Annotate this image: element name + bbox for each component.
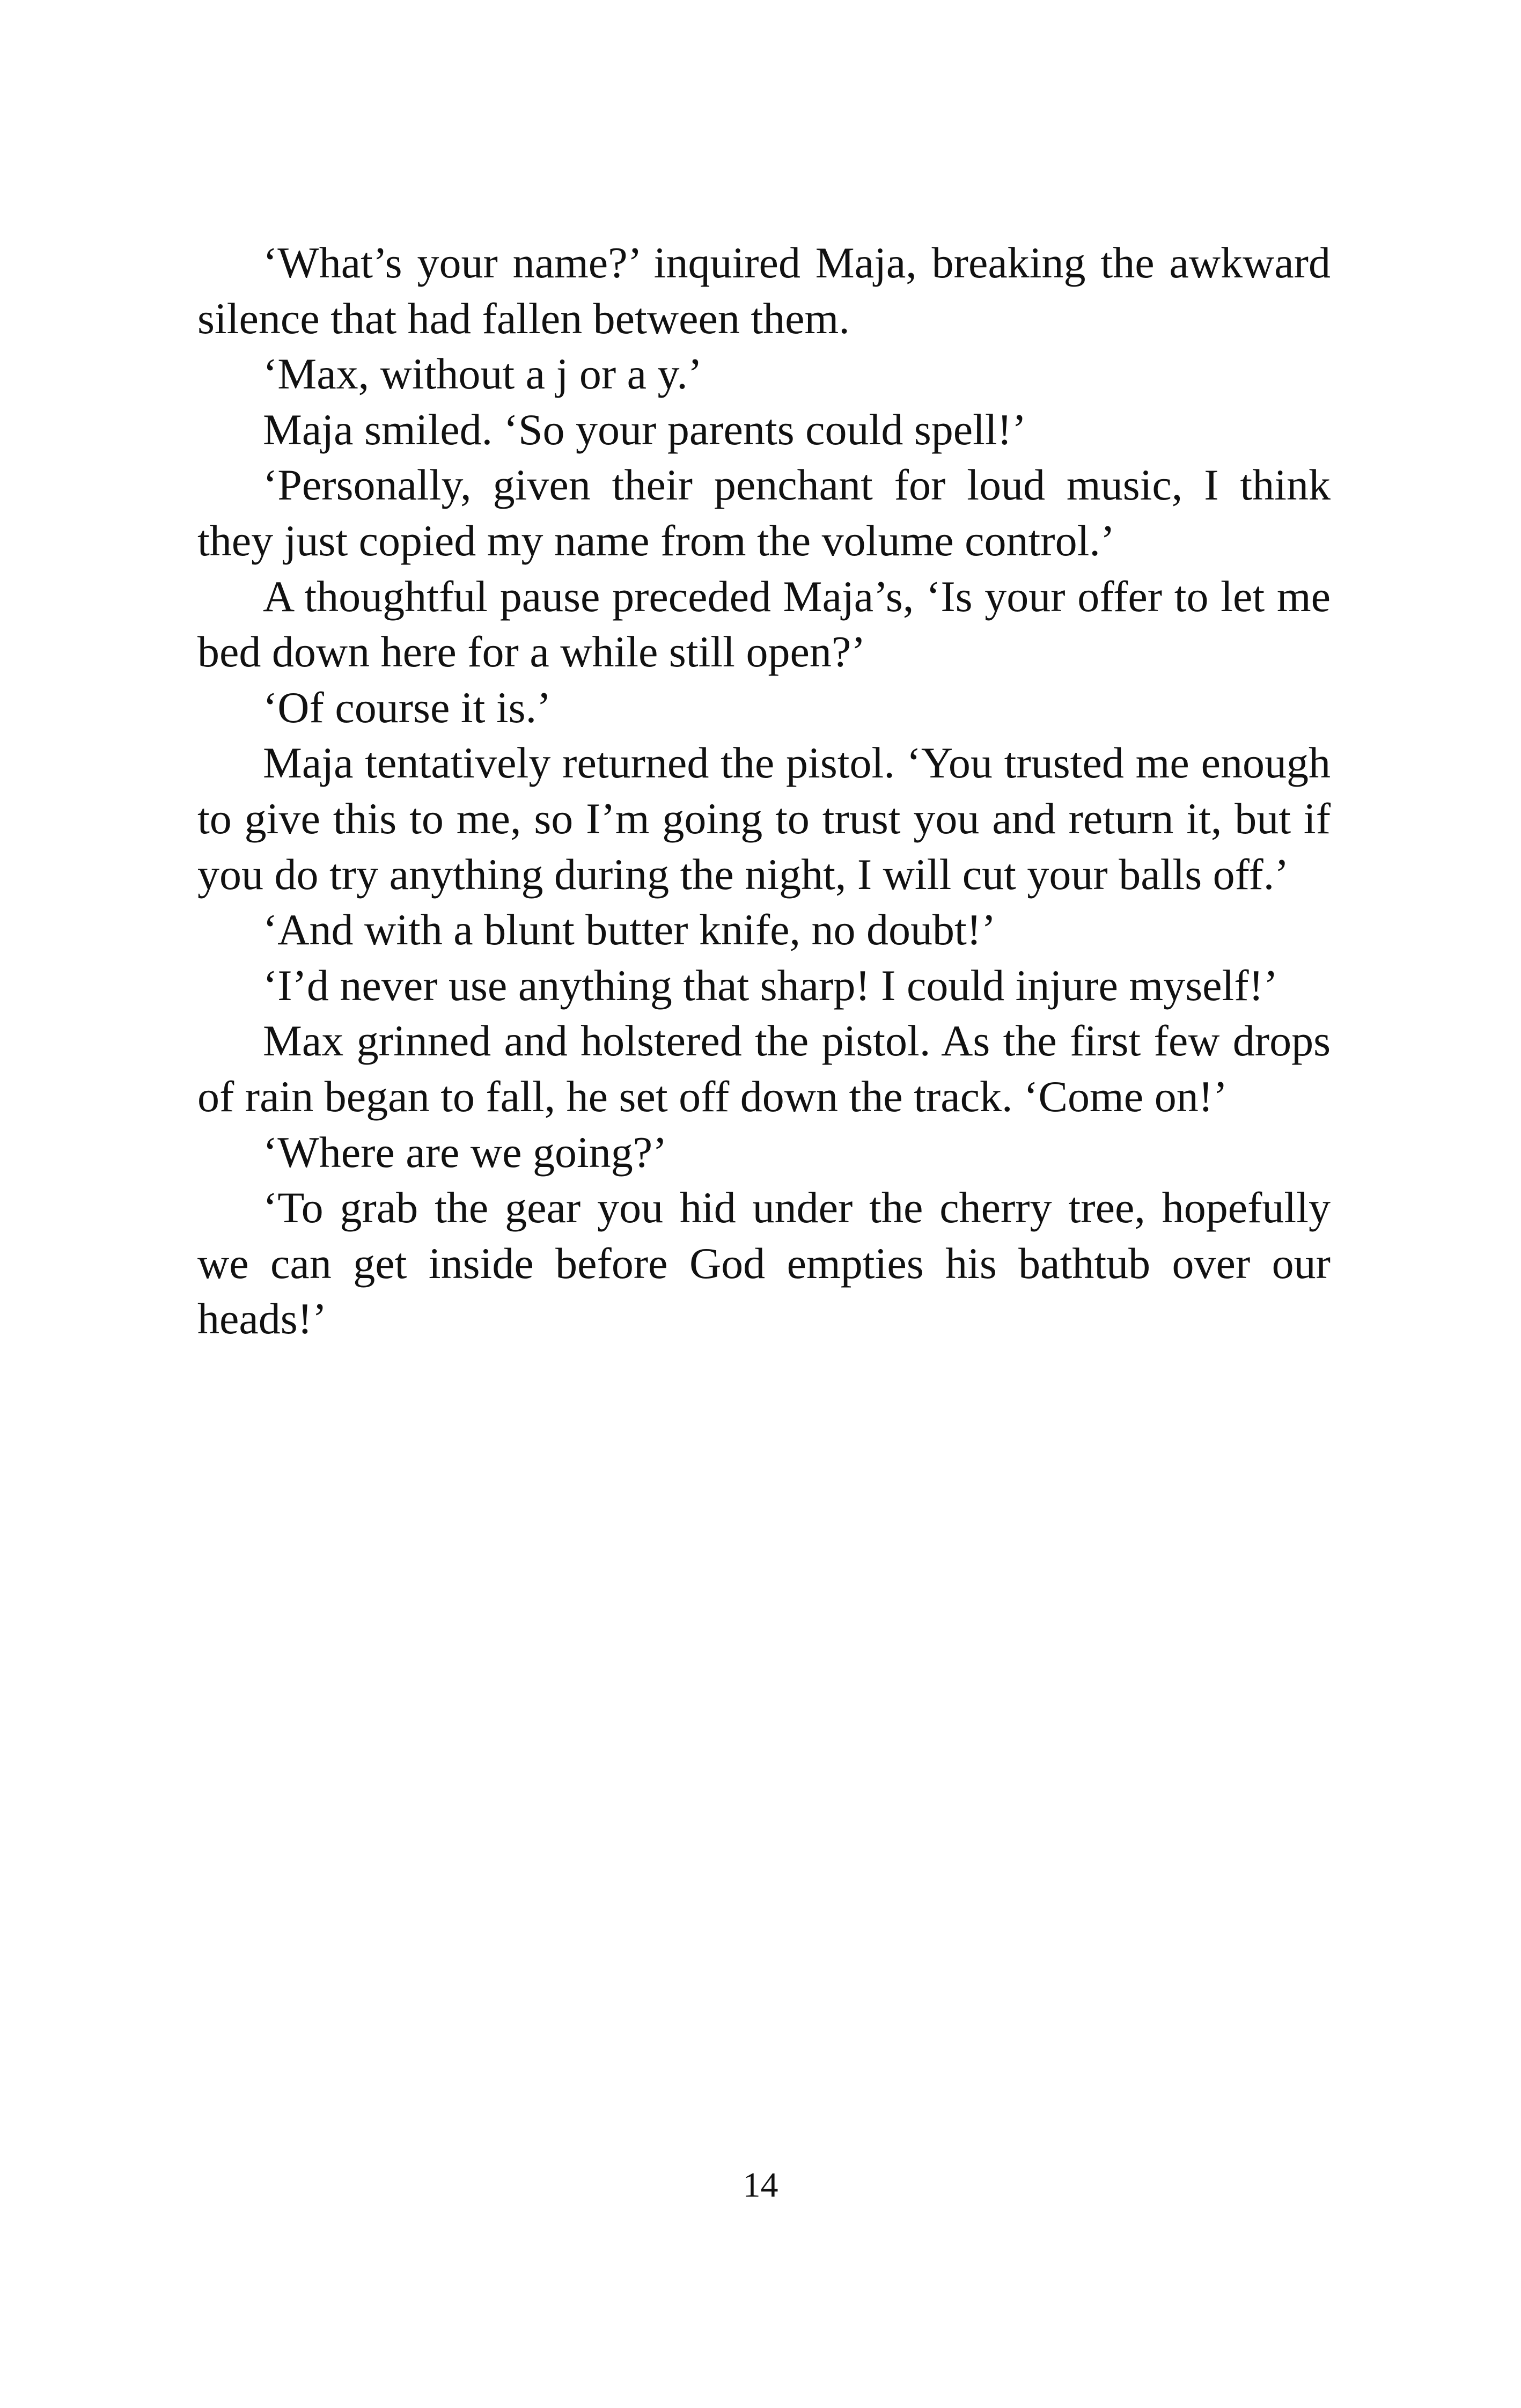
paragraph: ‘Of course it is.’ [263,682,552,732]
paragraph: ‘Where are we going?’ [263,1127,667,1177]
paragraph: Maja smiled. ‘So your parents could spell!’ [263,405,1027,454]
paragraph: ‘Max, without a j or a y.’ [263,349,703,399]
paragraph: Maja tentatively returned the pistol. ‘You trusted me enough to give this to me, so I’m going to trust you and return it, but if you do try anything during the night, I will cut your balls off.’ [197,738,1331,899]
paragraph: ‘I’d never use anything that sharp! I could injure myself!’ [263,960,1278,1010]
paragraph: Max grinned and holstered the pistol. As the first few drops of rain began to fall, he set off down the track. ‘Come on!’ [197,1016,1331,1121]
paragraph: ‘Personally, given their penchant for loud music, I think they just copied my name from the volume control.’ [197,460,1331,565]
paragraph: ‘What’s your name?’ inquired Maja, breaking the awkward silence that had fallen between them. [197,238,1331,343]
paragraph: ‘To grab the gear you hid under the cherry tree, hopefully we can get inside before God empties his bathtub over our heads!’ [197,1183,1331,1344]
page-number: 14 [743,2165,778,2205]
paragraph: A thoughtful pause preceded Maja’s, ‘Is your offer to let me bed down here for a while still open?’ [197,571,1331,677]
paragraph: ‘And with a blunt butter knife, no doubt!’ [263,905,996,955]
body-text [197,235,1331,1347]
